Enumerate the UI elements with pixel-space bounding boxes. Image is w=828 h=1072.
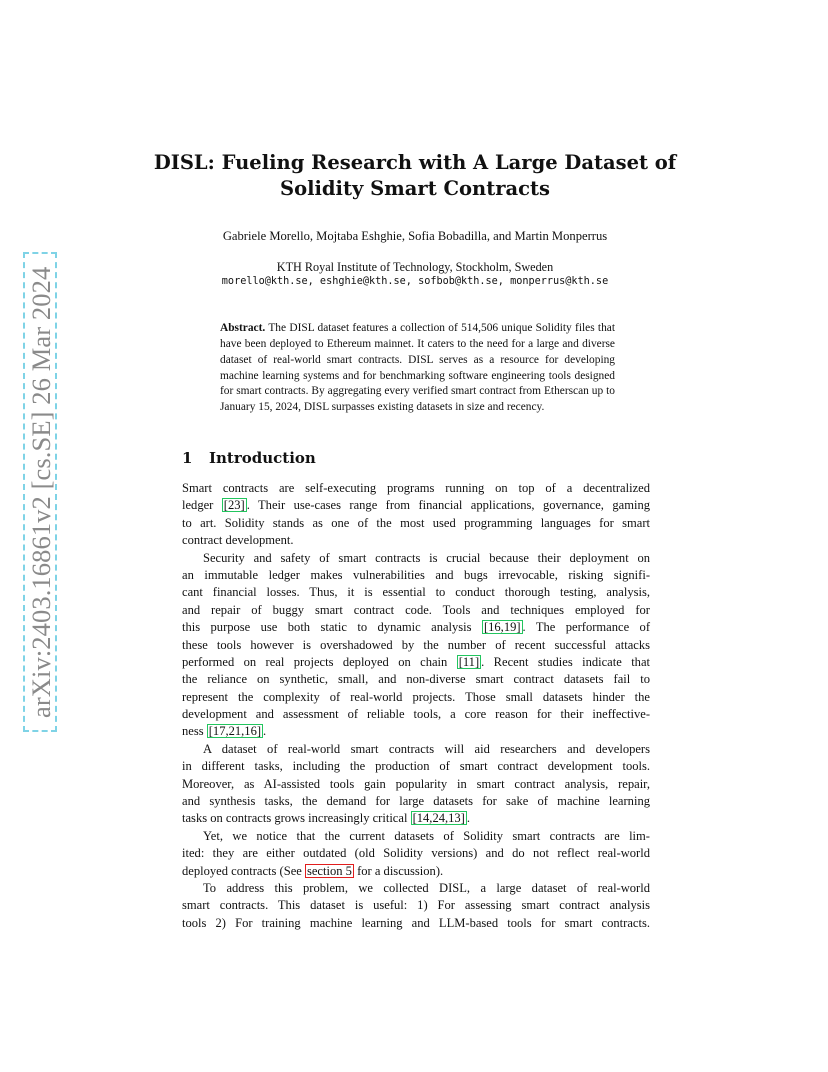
text-line: tools 2) For training machine learning and LLM-based tools for smart contracts.	[182, 915, 650, 930]
text-line: these tools however is overshadowed by the number of recent successful attacks	[182, 637, 650, 652]
text-line: this purpose use both static to dynamic analysis [16,19] . The performance of	[182, 620, 651, 635]
body-text	[182, 480, 650, 932]
arxiv-identifier[interactable]: arXiv:2403.16861v2 [cs.SE] 26 Mar 2024	[26, 266, 56, 718]
text-line: an immutable ledger makes vulnerabilities and bugs irrevocable, risking signifi-	[182, 567, 650, 582]
citation-link[interactable]: [14,24,13]	[412, 811, 465, 826]
abstract-label: Abstract.	[220, 322, 266, 334]
text-line: cant financial losses. Thus, it is essential to conduct thorough testing, analysis,	[182, 585, 650, 600]
section-reference-link[interactable]: section 5	[306, 863, 352, 878]
author-emails[interactable]: morello@kth.se, eshghie@kth.se, sofbob@kth.se, monperrus@kth.se	[221, 276, 609, 287]
section-number: 1	[182, 449, 193, 467]
text-line: Yet, we notice that the current datasets of Solidity smart contracts are lim-	[203, 828, 650, 843]
text-line: smart contracts. This dataset is useful: 1) For assessing smart contract analysis	[182, 898, 650, 913]
text-line: contract development.	[182, 533, 294, 548]
text-line: Smart contracts are self-executing programs running on top of a decentralized	[182, 481, 650, 495]
text-line: ited: they are either outdated (old Solidity versions) and do not reflect real-world	[182, 846, 650, 861]
text-line: development and assessment of reliable tools, a core reason for their ineffective-	[182, 707, 650, 722]
paper-title	[150, 150, 680, 202]
text-line: to art. Solidity stands as one of the most used programming languages for smart	[182, 515, 650, 530]
text-line: To address this problem, we collected DISL, a large dataset of real-world	[203, 880, 650, 895]
text-line: the reliance on synthetic, small, and non-diverse smart contract datasets fail to	[182, 672, 650, 687]
text-line: performed on real projects deployed on chain [11] . Recent studies indicate that	[182, 654, 651, 669]
text-line: represent the complexity of real-world projects. Those small datasets hinder the	[182, 689, 650, 704]
citation-link[interactable]: [11]	[458, 654, 480, 669]
text-line: A dataset of real-world smart contracts will aid researchers and developers	[203, 741, 650, 756]
text-line: ledger [23] . Their use-cases range from financial applications, governance, gaming	[182, 498, 650, 513]
text-line: in different tasks, including the production of smart contract development tools.	[182, 759, 650, 774]
text-line: Moreover, as AI-assisted tools gain popularity in smart contract analysis, repair,	[182, 776, 650, 791]
title-line-1: DISL: Fueling Research with A Large Dataset of	[153, 151, 677, 174]
text-line: and synthesis tasks, the demand for large datasets for sake of machine learning	[182, 794, 650, 809]
text-line: Security and safety of smart contracts is crucial because their deployment on	[203, 550, 650, 565]
title-line-2: Solidity Smart Contracts	[280, 177, 550, 200]
author-list: Gabriele Morello, Mojtaba Eshghie, Sofia Bobadilla, and Martin Monperrus	[222, 229, 608, 243]
section-title: Introduction	[209, 449, 316, 467]
section-heading	[182, 449, 316, 467]
citation-link[interactable]: [23]	[223, 498, 245, 513]
arxiv-side-stamp[interactable]	[23, 252, 57, 732]
abstract	[220, 321, 615, 416]
abstract-text: The DISL dataset features a collection of 514,506 unique Solidity files that have been deployed to Ethereum mainnet. It caters to the need for a large and diverse dataset of real-world smart contracts. DISL serves as a resource for developing machine learning systems and for benchmarking software engineering tools designed for smart contracts. By aggregating every verified smart contract from Etherscan up to January 15, 2024, DISL surpasses existing datasets in size and recency.	[220, 322, 615, 414]
citation-link[interactable]: [16,19]	[483, 620, 521, 635]
text-line: tasks on contracts grows increasingly critical [14,24,13] .	[182, 811, 470, 826]
affiliation: KTH Royal Institute of Technology, Stockholm, Sweden	[276, 260, 554, 274]
text-line: and repair of buggy smart contract code. Tools and techniques employed for	[182, 602, 650, 617]
text-line: deployed contracts (See section 5 for a discussion).	[182, 863, 444, 878]
text-line: ness [17,21,16] .	[182, 724, 267, 739]
citation-link[interactable]: [17,21,16]	[208, 724, 262, 739]
